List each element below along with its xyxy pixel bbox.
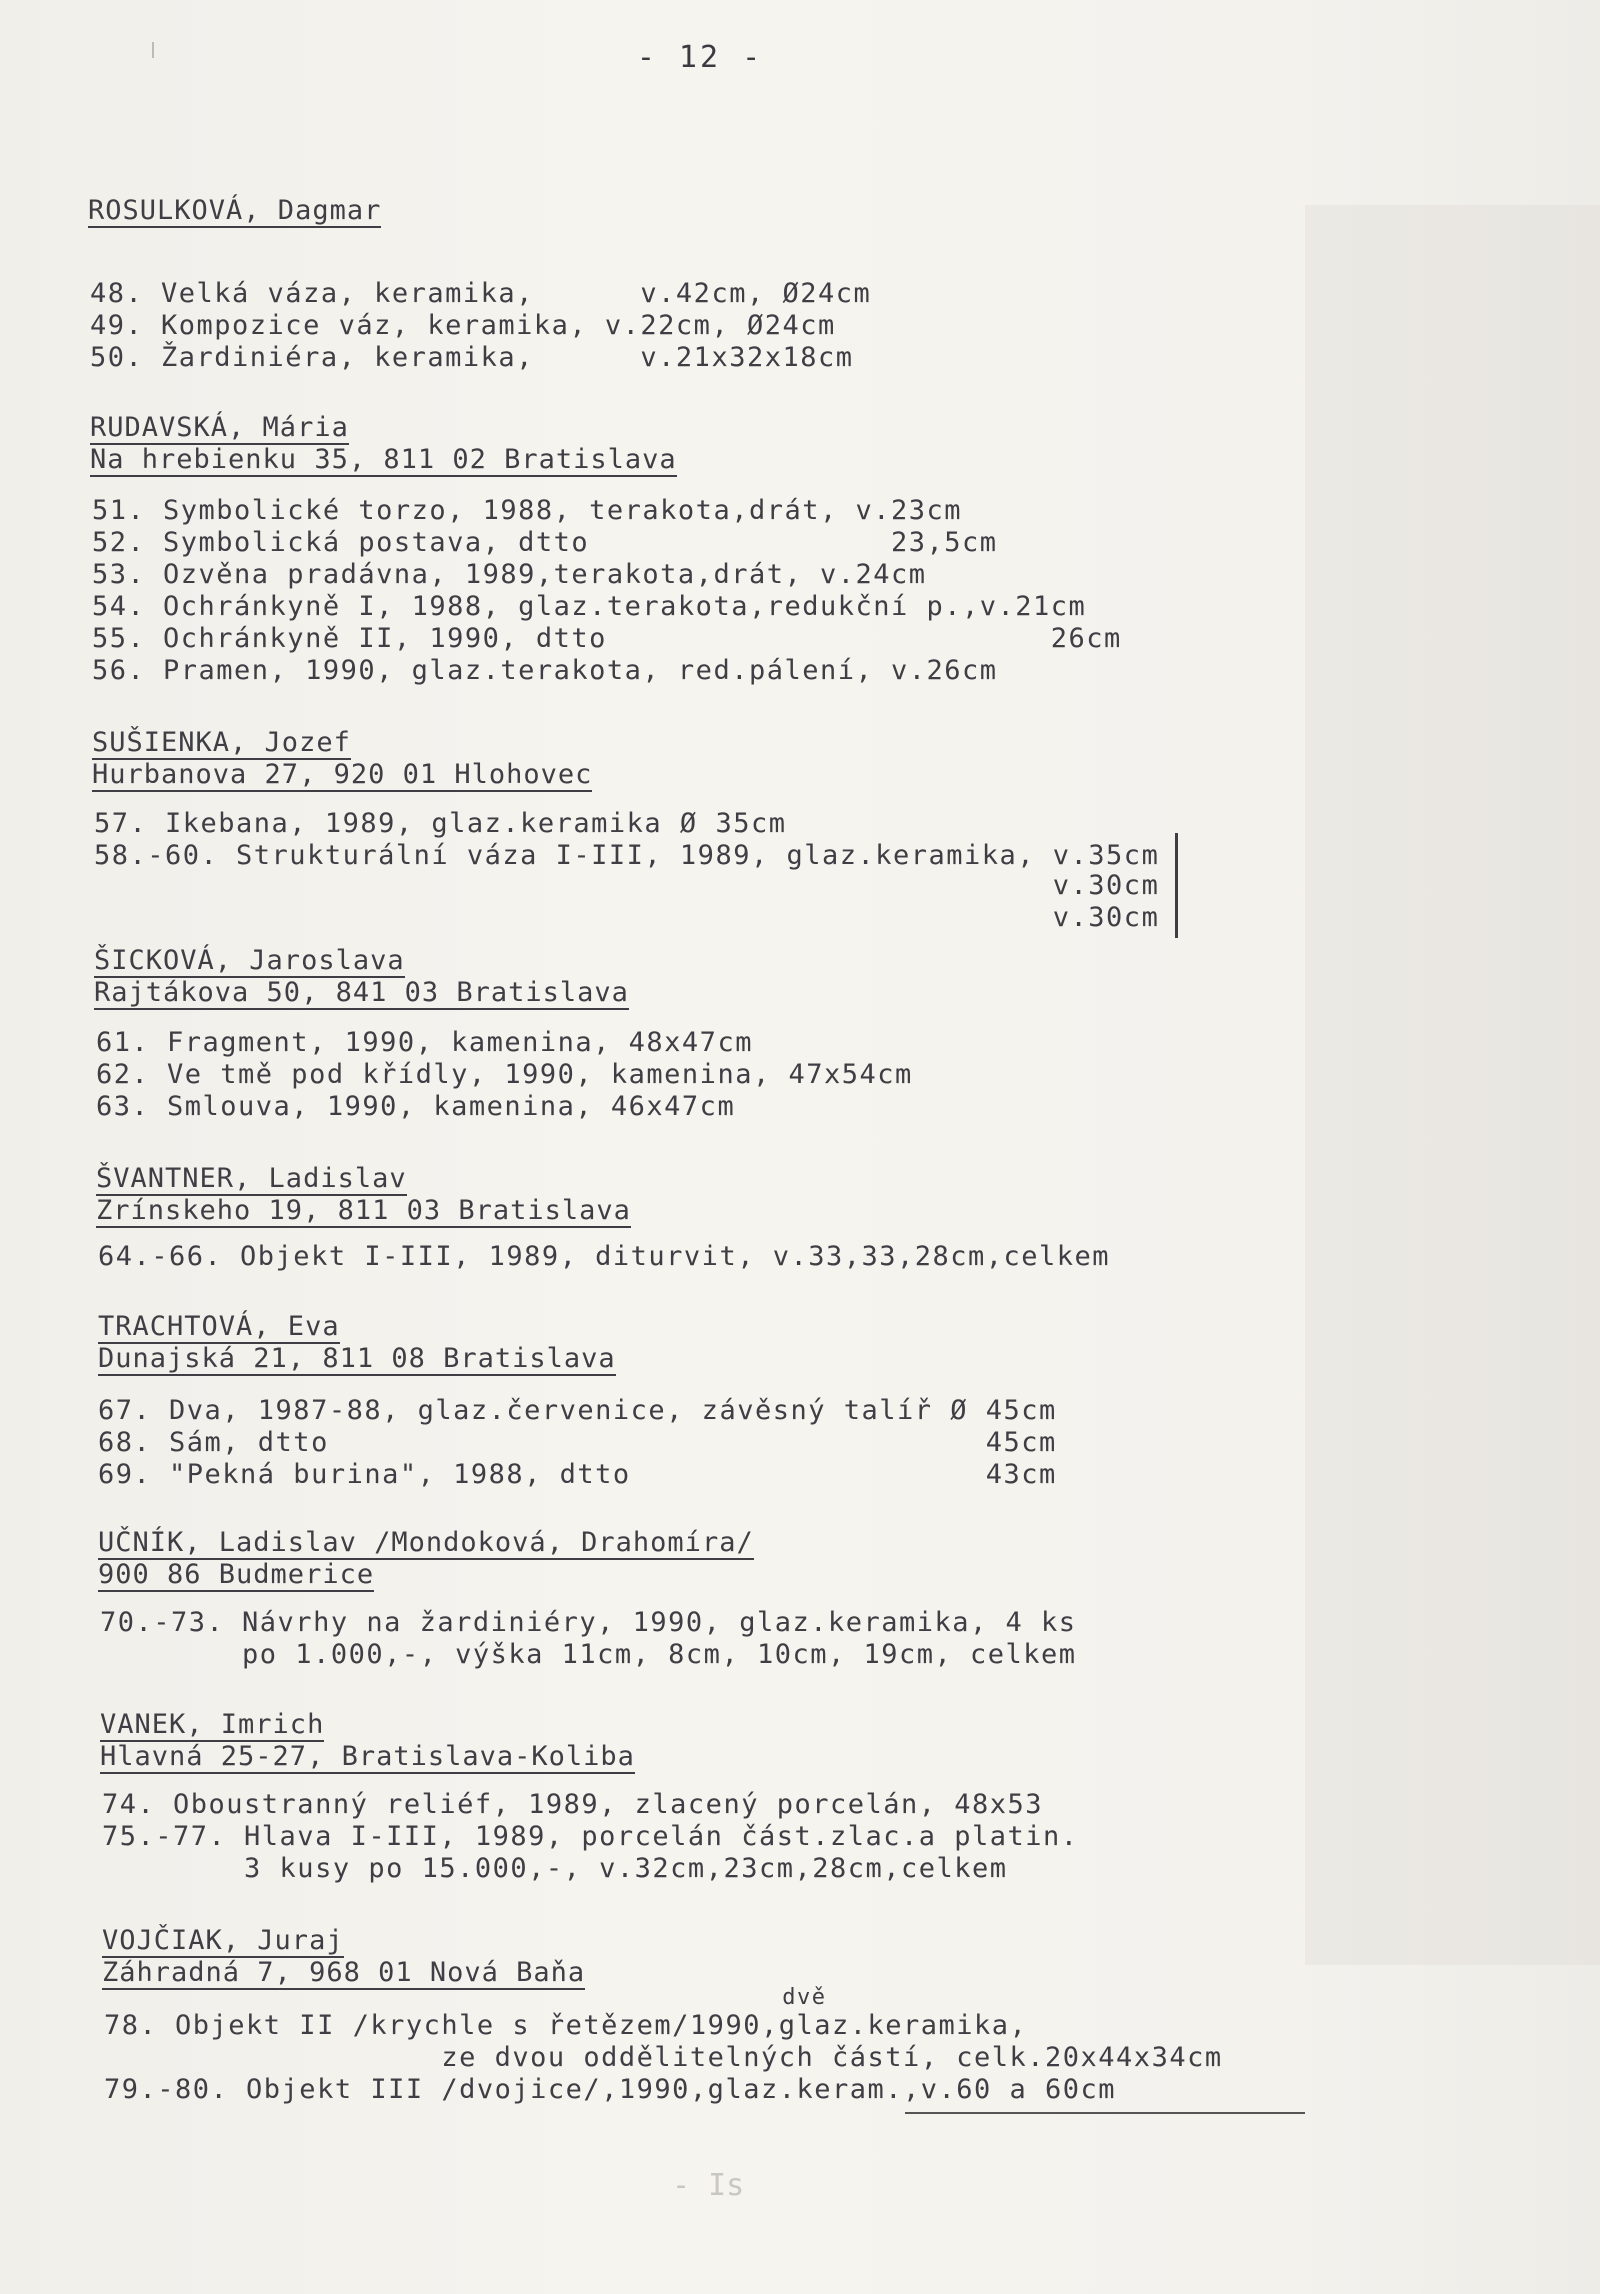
catalogue-item: 49. Kompozice váz, keramika, v.22cm, Ø24cm — [90, 310, 836, 341]
catalogue-item: 75.-77. Hlava I-III, 1989, porcelán část.zlac.a platin. — [102, 1821, 1079, 1852]
author-name: ŠVANTNER, Ladislav — [96, 1163, 407, 1194]
author-address: Zrínskeho 19, 811 03 Bratislava — [96, 1195, 631, 1226]
catalogue-item: 56. Pramen, 1990, glaz.terakota, red.pálení, v.26cm — [92, 655, 998, 686]
catalogue-item: 51. Symbolické torzo, 1988, terakota,drát, v.23cm — [92, 495, 963, 526]
catalogue-item: 57. Ikebana, 1989, glaz.keramika Ø 35cm — [94, 808, 787, 839]
author-address: 900 86 Budmerice — [98, 1559, 375, 1590]
catalogue-item: 79.-80. Objekt III /dvojice/,1990,glaz.keram.,v.60 a 60cm — [104, 2074, 1117, 2105]
catalogue-item: v.30cm — [94, 870, 1160, 901]
catalogue-item: 54. Ochránkyně I, 1988, glaz.terakota,redukční p.,v.21cm — [92, 591, 1087, 622]
author-name: VANEK, Imrich — [100, 1709, 325, 1740]
author-address: Záhradná 7, 968 01 Nová Baňa — [102, 1957, 586, 1988]
catalogue-item: 53. Ozvěna pradávna, 1989,terakota,drát, v.24cm — [92, 559, 927, 590]
footer-mark: - Is — [672, 2168, 745, 2203]
catalogue-item: 48. Velká váza, keramika, v.42cm, Ø24cm — [90, 278, 872, 309]
author-address: Dunajská 21, 811 08 Bratislava — [98, 1343, 616, 1374]
catalogue-item: 58.-60. Strukturální váza I-III, 1989, glaz.keramika, v.35cm — [94, 840, 1160, 871]
bracket-mark — [1175, 833, 1178, 938]
author-address: Na hrebienku 35, 811 02 Bratislava — [90, 444, 677, 475]
author-name: RUDAVSKÁ, Mária — [90, 412, 349, 443]
author-name: UČNÍK, Ladislav /Mondoková, Drahomíra/ — [98, 1527, 754, 1558]
author-address: Hlavná 25-27, Bratislava-Koliba — [100, 1741, 635, 1772]
catalogue-item: 62. Ve tmě pod křídly, 1990, kamenina, 47x54cm — [96, 1059, 913, 1090]
author-address: Rajtákova 50, 841 03 Bratislava — [94, 977, 629, 1008]
author-name: VOJČIAK, Juraj — [102, 1925, 344, 1956]
catalogue-item-insertion: dvě — [104, 1985, 827, 2010]
end-rule — [905, 2112, 1305, 2114]
catalogue-item: 74. Oboustranný reliéf, 1989, zlacený porcelán, 48x53 — [102, 1789, 1044, 1820]
catalogue-item: 78. Objekt II /krychle s řetězem/1990,glaz.keramika, — [104, 2010, 1028, 2041]
author-name: TRACHTOVÁ, Eva — [98, 1311, 340, 1342]
author-name: ŠICKOVÁ, Jaroslava — [94, 945, 405, 976]
author-name: ROSULKOVÁ, Dagmar — [88, 195, 382, 226]
catalogue-item: 55. Ochránkyně II, 1990, dtto 26cm — [92, 623, 1122, 654]
author-name: SUŠIENKA, Jozef — [92, 727, 351, 758]
catalogue-item: po 1.000,-, výška 11cm, 8cm, 10cm, 19cm, celkem — [100, 1639, 1077, 1670]
catalogue-item: v.30cm — [94, 902, 1160, 933]
catalogue-item: ze dvou oddělitelných částí, celk.20x44x34cm — [104, 2042, 1223, 2073]
author-address: Hurbanova 27, 920 01 Hlohovec — [92, 759, 593, 790]
catalogue-item: 52. Symbolická postava, dtto 23,5cm — [92, 527, 998, 558]
page-number: - 12 - — [636, 40, 764, 75]
catalogue-item: 3 kusy po 15.000,-, v.32cm,23cm,28cm,celkem — [102, 1853, 1008, 1884]
catalogue-item: 64.-66. Objekt I-III, 1989, diturvit, v.33,33,28cm,celkem — [98, 1241, 1111, 1272]
catalogue-item: 63. Smlouva, 1990, kamenina, 46x47cm — [96, 1091, 736, 1122]
catalogue-item: 70.-73. Návrhy na žardiniéry, 1990, glaz.keramika, 4 ks — [100, 1607, 1077, 1638]
catalogue-item: 50. Žardiniéra, keramika, v.21x32x18cm — [90, 342, 854, 373]
catalogue-item: 69. "Pekná burina", 1988, dtto 43cm — [98, 1459, 1057, 1490]
catalogue-item: 61. Fragment, 1990, kamenina, 48x47cm — [96, 1027, 753, 1058]
paper-shadow — [1305, 205, 1600, 1965]
catalogue-item: 68. Sám, dtto 45cm — [98, 1427, 1057, 1458]
catalogue-item: 67. Dva, 1987-88, glaz.červenice, závěsný talíř Ø 45cm — [98, 1395, 1057, 1426]
